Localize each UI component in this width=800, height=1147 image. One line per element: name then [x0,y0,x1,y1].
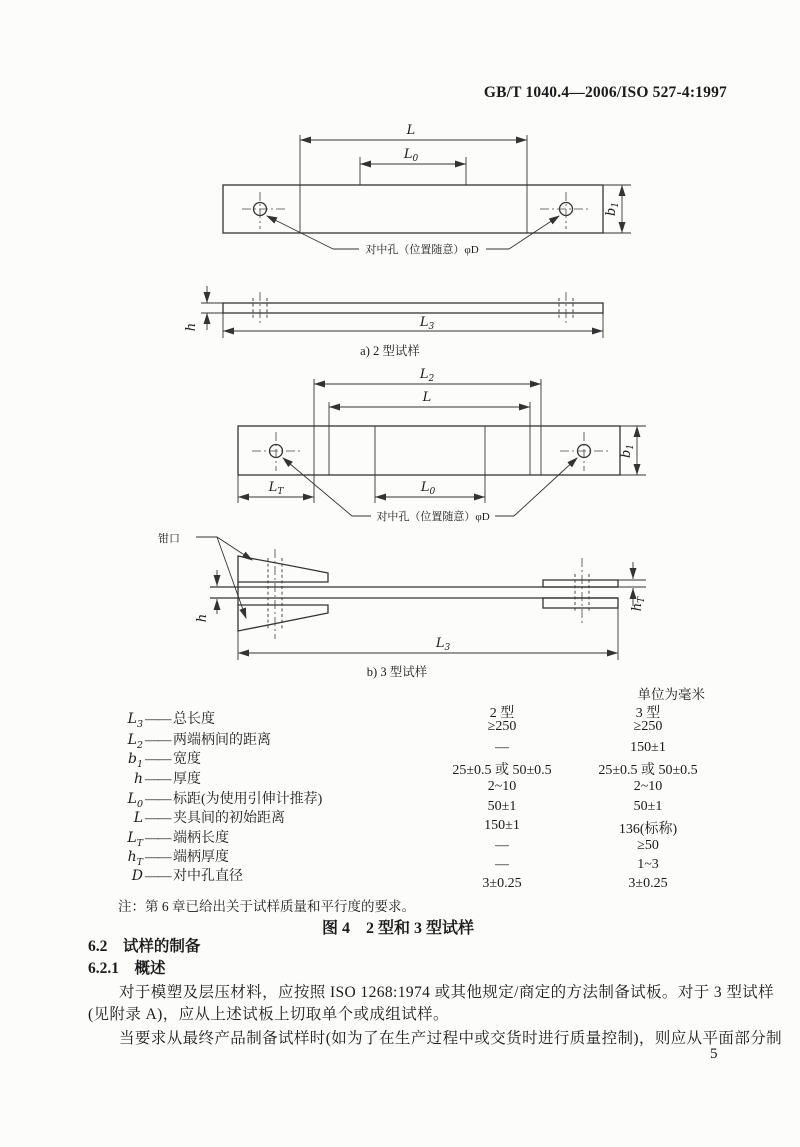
row-symbol: $h_T$ [127,849,143,868]
paragraph-line: (见附录 A)，应从上述试板上切取单个或成组试样。 [88,1006,449,1023]
value-type2: 150±1 [484,818,520,833]
dim-label-L2: $L_2$ [419,367,435,384]
row-name: 两端柄间的距离 [173,733,271,748]
row-symbol: $L_2$ [127,732,143,751]
type2-specimen-side-view [184,286,603,358]
table-row: $h_T$ —— 端柄厚度 — 1~3 [0,846,800,866]
dim-label-LT: $L_T$ [268,480,284,497]
table-row: $b_1$ —— 宽度 25±0.5 或 50±0.5 25±0.5 或 50±0.5 [0,748,800,768]
end-tab-upper [543,580,618,587]
table-row: L —— 夹具间的初始距离 150±1 136(标称) [0,807,800,827]
dim-label-h: h [184,322,199,332]
row-name: 端柄厚度 [173,850,229,865]
row-symbol: h [133,771,143,787]
value-type2: 50±1 [487,799,517,814]
dim-label-L0: $L_0$ [420,480,436,497]
table-note: 注：第 6 章已给出关于试样质量和平行度的要求。 [118,899,415,914]
value-type3: 3±0.25 [628,876,668,891]
value-type2: — [495,857,509,872]
dim-label-h: h [195,613,210,623]
table-row: h —— 厚度 2~10 2~10 [0,768,800,788]
value-type2: ≥250 [487,719,517,734]
centering-hole-callout: 对中孔（位置随意）φD [365,244,479,256]
row-symbol: $L_3$ [127,711,143,730]
row-symbol: L [133,810,143,826]
value-type3: ≥50 [637,838,659,853]
dim-label-b1: $b_1$ [619,443,636,459]
row-name: 标距(为使用引伸计推荐) [173,792,323,807]
type2-specimen-top-view [223,123,631,256]
value-type3: 1~3 [637,857,659,872]
table-row: D —— 对中孔直径 3±0.25 3±0.25 [0,865,800,885]
table-row: $L_0$ —— 标距(为使用引伸计推荐) 50±1 50±1 [0,788,800,808]
units-note: 单位为毫米 [637,687,705,702]
dim-label-L: L [406,123,416,138]
standard-code: GB/T 1040.4—2006/ISO 527-4:1997 [483,84,727,101]
column-header-type2: 2 型 [489,706,515,721]
row-name: 宽度 [173,752,201,767]
row-symbol: $b_1$ [127,751,143,770]
row-symbol: $L_0$ [127,791,143,810]
row-name: 对中孔直径 [173,869,243,884]
value-type3: 50±1 [633,799,663,814]
value-type3: 2~10 [633,779,663,794]
page-number: 5 [710,1046,718,1062]
value-type2: 3±0.25 [482,876,522,891]
value-type2: 25±0.5 或 50±0.5 [452,763,552,778]
value-type2: — [495,838,509,853]
row-symbol: D [131,868,143,884]
row-symbol: $L_T$ [127,830,143,849]
value-type2: — [495,740,509,755]
centering-hole-callout: 对中孔（位置随意）φD [376,511,490,523]
caption-type2: a) 2 型试样 [360,344,420,358]
type3-specimen-side-view [158,531,647,679]
grip-jaw-callout: 钳口 [158,533,180,545]
row-name: 总长度 [173,712,215,727]
dim-label-L3: $L_3$ [419,315,435,332]
dim-label-L: L [422,390,432,405]
end-tab-lower [543,598,618,608]
dim-label-L0: $L_0$ [403,147,419,164]
value-type3: 25±0.5 或 50±0.5 [598,763,698,778]
row-name: 厚度 [173,772,201,787]
section-heading-6-2: 6.2 试样的制备 [88,938,201,955]
section-heading-6-2-1: 6.2.1 概述 [88,960,166,977]
paragraph-line: 当要求从最终产品制备试样时(如为了在生产过程中或交货时进行质量控制)，则应从平面部分制 [119,1030,783,1047]
table-row: $L_2$ —— 两端柄间的距离 — 150±1 [0,729,800,749]
figure-caption: 图 4 2 型和 3 型试样 [321,920,474,937]
paragraph-line: 对于模塑及层压材料，应按照 ISO 1268:1974 或其他规定/商定的方法制备试板。对于 3 型试样 [119,984,775,1001]
table-row: $L_3$ —— 总长度 ≥250 ≥250 [0,708,800,728]
value-type3: 150±1 [630,740,666,755]
column-header-type3: 3 型 [635,706,661,721]
row-name: 夹具间的初始距离 [173,811,285,826]
row-name: 端柄长度 [173,831,229,846]
wedge-grip-lower [238,605,328,631]
table-row: $L_T$ —— 端柄长度 — ≥50 [0,827,800,847]
dim-label-b1: $b_1$ [604,201,621,217]
value-type3: ≥250 [633,719,663,734]
type3-specimen-top-view [238,367,646,523]
value-type3: 136(标称) [618,822,678,837]
dim-label-L3: $L_3$ [435,636,451,653]
caption-type3: b) 3 型试样 [366,665,428,679]
dim-label-hT: $h_T$ [630,596,647,612]
value-type2: 2~10 [487,779,517,794]
